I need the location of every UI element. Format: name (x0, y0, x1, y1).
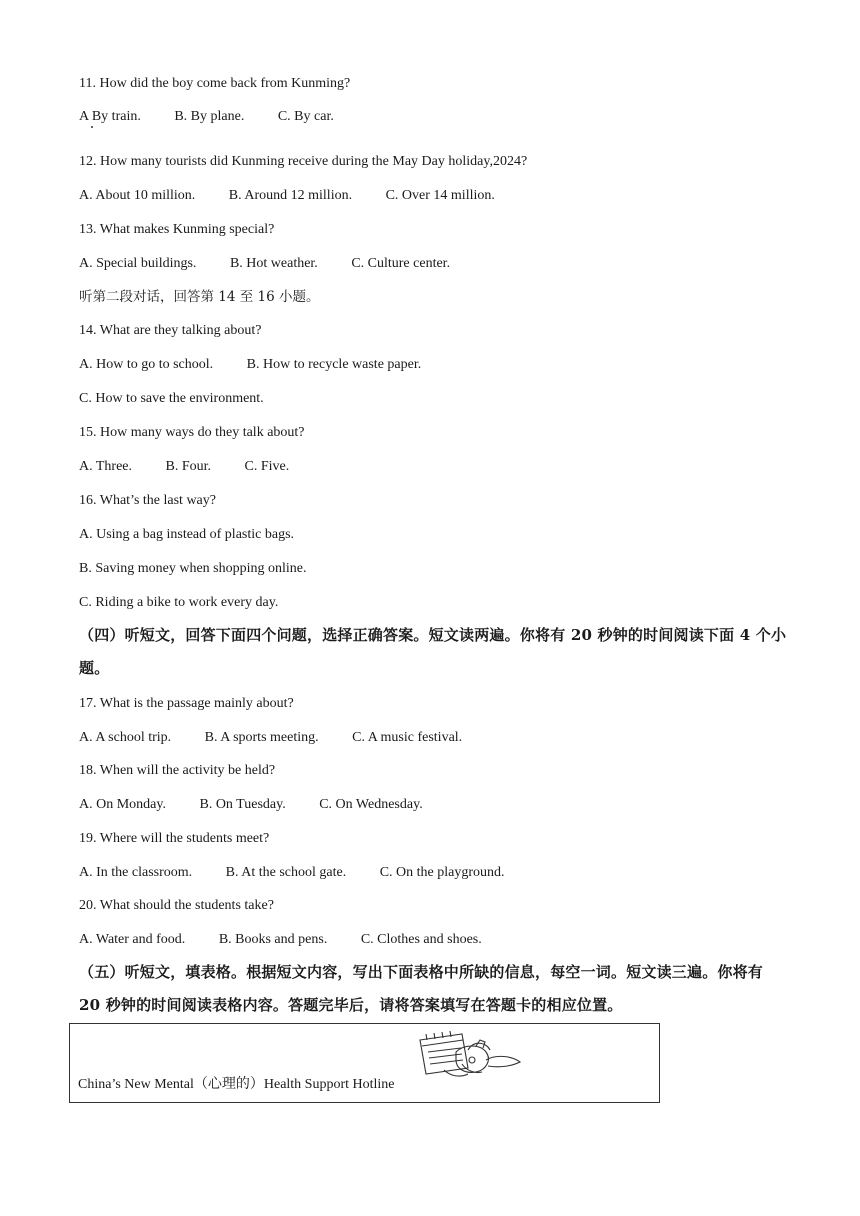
question-17: 17. What is the passage mainly about? (79, 696, 294, 711)
options-19 (79, 864, 505, 882)
option-c[interactable]: C. On Wednesday. (319, 797, 423, 812)
option-c[interactable]: C. On the playground. (379, 865, 505, 880)
option-b[interactable]: B. Books and pens. (218, 932, 328, 947)
options-13 (79, 255, 450, 273)
option-c[interactable]: C. By car. (277, 109, 334, 124)
table-title: China’s New Mental（心理的）Health Support Hotline (78, 1077, 395, 1092)
dialogue-2-instruction: 听第二段对话，回答第 14 至 16 小题。 (79, 289, 320, 305)
ink-dot (91, 126, 93, 128)
options-14 (79, 356, 421, 374)
option-a[interactable]: A By train. (79, 109, 141, 124)
options-12 (79, 187, 495, 205)
option-b[interactable]: B. Hot weather. (229, 256, 318, 271)
option-a[interactable]: A. Special buildings. (79, 256, 197, 271)
option-a[interactable]: A. A school trip. (79, 730, 172, 745)
option-c[interactable]: C. A music festival. (352, 730, 463, 745)
question-16: 16. What’s the last way? (79, 493, 216, 508)
option-a[interactable]: A. How to go to school. (79, 357, 214, 372)
options-11 (79, 108, 334, 126)
question-12: 12. How many tourists did Kunming receive during the May Day holiday,2024? (79, 154, 528, 169)
option-a[interactable]: A. Three. (79, 459, 132, 474)
hotline-table (69, 1023, 660, 1103)
option-a[interactable]: A. In the classroom. (79, 865, 193, 880)
option-b[interactable]: B. How to recycle waste paper. (246, 357, 422, 372)
option-b[interactable]: B. Saving money when shopping online. (79, 561, 307, 576)
option-c[interactable]: C. Five. (244, 459, 290, 474)
phone-calendar-icon (416, 1030, 526, 1082)
option-c[interactable]: C. How to save the environment. (79, 391, 264, 406)
section-5-heading: （五）听短文，填表格。根据短文内容，写出下面表格中所缺的信息，每空一词。短文读三遍。你将有 20 秒钟的时间阅读表格内容。答题完毕后，请将答案填写在答题卡的相应位置。 (79, 963, 764, 1014)
question-11: 11. How did the boy come back from Kunming? (79, 76, 351, 91)
question-15: 15. How many ways do they talk about? (79, 425, 305, 440)
question-19: 19. Where will the students meet? (79, 831, 270, 846)
question-18: 18. When will the activity be held? (79, 763, 276, 778)
option-b[interactable]: B. By plane. (174, 109, 245, 124)
question-20: 20. What should the students take? (79, 898, 274, 913)
options-15 (79, 458, 289, 476)
option-b[interactable]: B. On Tuesday. (199, 797, 286, 812)
options-20 (79, 931, 482, 949)
option-a[interactable]: A. On Monday. (79, 797, 166, 812)
options-17 (79, 729, 462, 747)
option-b[interactable]: B. Four. (165, 459, 212, 474)
option-b[interactable]: B. At the school gate. (225, 865, 347, 880)
option-b[interactable]: B. Around 12 million. (228, 188, 353, 203)
section-4-heading: （四）听短文，回答下面四个问题，选择正确答案。短文读两遍。你将有 20 秒钟的时间阅读下面 4 个小题。 (79, 626, 787, 677)
option-a[interactable]: A. About 10 million. (79, 188, 196, 203)
options-18 (79, 796, 423, 814)
option-b[interactable]: B. A sports meeting. (204, 730, 319, 745)
option-c[interactable]: C. Clothes and shoes. (360, 932, 482, 947)
question-13: 13. What makes Kunming special? (79, 222, 275, 237)
question-14: 14. What are they talking about? (79, 323, 262, 338)
option-c[interactable]: C. Over 14 million. (385, 188, 495, 203)
option-a[interactable]: A. Using a bag instead of plastic bags. (79, 527, 295, 542)
option-c[interactable]: C. Riding a bike to work every day. (79, 595, 279, 610)
option-c[interactable]: C. Culture center. (351, 256, 451, 271)
option-a[interactable]: A. Water and food. (79, 932, 186, 947)
